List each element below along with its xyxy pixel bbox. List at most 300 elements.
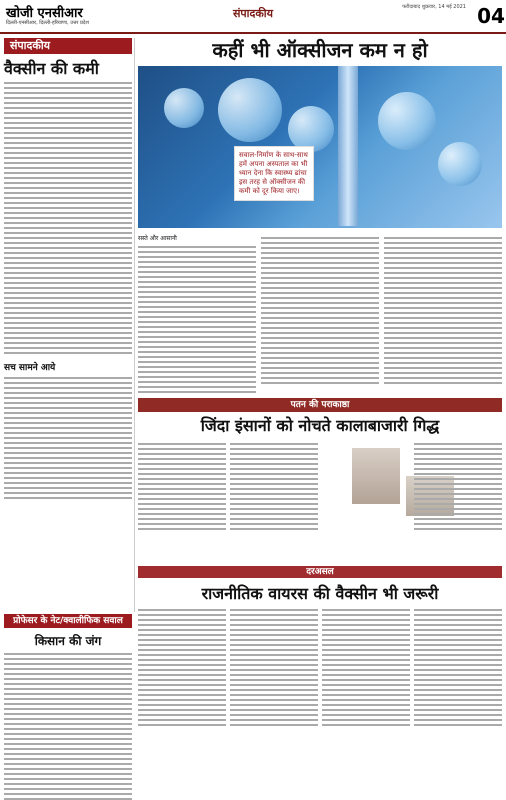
- text-line: [4, 277, 132, 279]
- text-line: [4, 773, 132, 775]
- text-line: [138, 724, 226, 726]
- text-line: [138, 629, 226, 631]
- text-line: [261, 377, 379, 379]
- text-line: [138, 261, 256, 263]
- text-line: [230, 463, 318, 465]
- text-line: [261, 277, 379, 279]
- text-line: [138, 659, 226, 661]
- text-line: [230, 654, 318, 656]
- text-line: [138, 321, 256, 323]
- text-line: [4, 347, 132, 349]
- text-line: [4, 117, 132, 119]
- text-line: [4, 748, 132, 750]
- text-line: [384, 267, 502, 269]
- text-line: [4, 172, 132, 174]
- text-line: [4, 222, 132, 224]
- text-line: [230, 619, 318, 621]
- text-line: [4, 713, 132, 715]
- text-line: [4, 187, 132, 189]
- text-line: [138, 714, 226, 716]
- text-line: [322, 724, 410, 726]
- text-line: [4, 322, 132, 324]
- text-line: [384, 377, 502, 379]
- text-line: [4, 462, 132, 464]
- text-line: [414, 498, 502, 500]
- text-line: [384, 277, 502, 279]
- text-line: [384, 322, 502, 324]
- text-line: [384, 287, 502, 289]
- text-line: [384, 367, 502, 369]
- text-line: [4, 387, 132, 389]
- text-line: [322, 644, 410, 646]
- page-header: [0, 0, 506, 34]
- text-line: [230, 634, 318, 636]
- text-line: [138, 316, 256, 318]
- text-line: [414, 684, 502, 686]
- text-line: [261, 362, 379, 364]
- text-line: [138, 276, 256, 278]
- text-line: [414, 639, 502, 641]
- text-line: [4, 102, 132, 104]
- mid-story-body: [138, 440, 502, 566]
- text-line: [322, 719, 410, 721]
- text-line: [261, 312, 379, 314]
- text-line: [138, 356, 256, 358]
- mid-col-1: [138, 440, 226, 566]
- text-line: [4, 87, 132, 89]
- text-line: [414, 614, 502, 616]
- text-line: [230, 518, 318, 520]
- text-line: [138, 523, 226, 525]
- text-line: [261, 287, 379, 289]
- text-line: [4, 107, 132, 109]
- text-line: [384, 347, 502, 349]
- text-line: [4, 297, 132, 299]
- text-line: [322, 654, 410, 656]
- text-line: [322, 659, 410, 661]
- text-line: [261, 357, 379, 359]
- text-line: [4, 472, 132, 474]
- text-line: [4, 763, 132, 765]
- text-line: [138, 488, 226, 490]
- text-line: [261, 347, 379, 349]
- text-line: [4, 793, 132, 795]
- text-line: [384, 352, 502, 354]
- text-line: [4, 287, 132, 289]
- text-line: [230, 644, 318, 646]
- text-line: [414, 513, 502, 515]
- text-line: [4, 412, 132, 414]
- text-line: [138, 508, 226, 510]
- edition-line: दिल्ली-एनसीआर, दिल्ली-हरियाणा, उत्तर प्रदेश: [6, 20, 89, 26]
- text-line: [4, 422, 132, 424]
- text-line: [261, 382, 379, 384]
- text-line: [261, 327, 379, 329]
- text-line: [138, 271, 256, 273]
- text-line: [384, 362, 502, 364]
- text-line: [4, 452, 132, 454]
- text-line: [230, 503, 318, 505]
- text-line: [384, 342, 502, 344]
- text-line: [414, 654, 502, 656]
- text-line: [4, 267, 132, 269]
- text-line: [261, 302, 379, 304]
- text-line: [4, 487, 132, 489]
- text-line: [322, 634, 410, 636]
- text-line: [4, 232, 132, 234]
- text-line: [384, 312, 502, 314]
- newspaper-logo: खोजी एनसीआर: [6, 6, 83, 21]
- oxygen-bubble: [164, 88, 204, 128]
- text-line: [4, 718, 132, 720]
- text-line: [138, 371, 256, 373]
- editorial-subhead: सच सामने आये: [4, 363, 56, 373]
- text-line: [414, 458, 502, 460]
- text-line: [4, 402, 132, 404]
- text-line: [4, 678, 132, 680]
- text-line: [230, 674, 318, 676]
- text-line: [138, 366, 256, 368]
- text-line: [138, 609, 226, 611]
- text-line: [322, 669, 410, 671]
- text-line: [261, 262, 379, 264]
- bottom-col-3: [322, 606, 410, 796]
- text-line: [138, 256, 256, 258]
- editorial-headline: वैक्सीन की कमी: [4, 59, 99, 78]
- text-line: [4, 788, 132, 790]
- text-line: [414, 699, 502, 701]
- text-line: [261, 337, 379, 339]
- text-line: [138, 669, 226, 671]
- text-line: [138, 381, 256, 383]
- text-line: [230, 483, 318, 485]
- text-line: [4, 477, 132, 479]
- pull-quote: सवाल-निर्माण के साथ-साथ हमें अपना अस्पताल का भी ध्यान देना कि स्वास्थ्य ढांचा इस तरह से ऑक्सीजन की कमी को दूर किया जाए।: [234, 146, 314, 201]
- mid-col-2: [230, 440, 318, 566]
- text-line: [322, 679, 410, 681]
- text-line: [4, 673, 132, 675]
- text-line: [230, 659, 318, 661]
- lead-headline: कहीं भी ऑक्सीजन कम न हो: [212, 38, 428, 62]
- text-line: [138, 493, 226, 495]
- text-line: [4, 688, 132, 690]
- text-line: [138, 619, 226, 621]
- text-line: [414, 674, 502, 676]
- text-line: [414, 664, 502, 666]
- text-line: [384, 317, 502, 319]
- text-line: [4, 197, 132, 199]
- text-line: [414, 659, 502, 661]
- text-line: [261, 332, 379, 334]
- text-line: [4, 658, 132, 660]
- text-line: [414, 518, 502, 520]
- text-line: [4, 282, 132, 284]
- text-line: [230, 639, 318, 641]
- text-line: [4, 292, 132, 294]
- mid-col-3: [414, 440, 502, 566]
- text-line: [322, 609, 410, 611]
- text-line: [4, 457, 132, 459]
- text-line: [138, 458, 226, 460]
- text-line: [138, 518, 226, 520]
- text-line: [4, 192, 132, 194]
- text-line: [138, 361, 256, 363]
- text-line: [4, 723, 132, 725]
- text-line: [384, 357, 502, 359]
- text-line: [322, 649, 410, 651]
- text-line: [261, 237, 379, 239]
- text-line: [230, 493, 318, 495]
- text-line: [261, 267, 379, 269]
- text-line: [4, 217, 132, 219]
- person-photo: [352, 448, 400, 504]
- text-line: [4, 152, 132, 154]
- text-line: [230, 719, 318, 721]
- text-line: [230, 669, 318, 671]
- oxygen-cylinders-photo: [138, 66, 502, 228]
- text-line: [4, 743, 132, 745]
- text-line: [414, 714, 502, 716]
- text-line: [261, 307, 379, 309]
- text-line: [414, 609, 502, 611]
- text-line: [4, 247, 132, 249]
- text-line: [384, 327, 502, 329]
- text-line: [230, 614, 318, 616]
- text-line: [384, 292, 502, 294]
- text-line: [384, 242, 502, 244]
- text-line: [322, 629, 410, 631]
- text-line: [138, 498, 226, 500]
- text-line: [230, 624, 318, 626]
- text-line: [4, 377, 132, 379]
- text-line: [138, 391, 256, 393]
- text-line: [4, 317, 132, 319]
- text-line: [414, 694, 502, 696]
- text-line: [4, 92, 132, 94]
- text-line: [138, 503, 226, 505]
- text-line: [138, 443, 226, 445]
- text-line: [4, 127, 132, 129]
- text-line: [384, 307, 502, 309]
- text-line: [230, 709, 318, 711]
- text-line: [384, 262, 502, 264]
- text-line: [4, 392, 132, 394]
- text-line: [230, 714, 318, 716]
- text-line: [4, 122, 132, 124]
- text-line: [138, 386, 256, 388]
- text-line: [230, 488, 318, 490]
- text-line: [4, 753, 132, 755]
- text-line: [4, 162, 132, 164]
- text-line: [322, 714, 410, 716]
- text-line: [230, 448, 318, 450]
- text-line: [384, 332, 502, 334]
- text-line: [384, 247, 502, 249]
- text-line: [4, 432, 132, 434]
- text-line: [322, 664, 410, 666]
- text-line: [138, 639, 226, 641]
- lead-story: [138, 38, 502, 398]
- text-line: [4, 257, 132, 259]
- text-line: [4, 327, 132, 329]
- text-line: [138, 306, 256, 308]
- text-line: [384, 372, 502, 374]
- bottom-col-1: [138, 606, 226, 796]
- lead-col-1: [138, 234, 256, 394]
- issue-date: फरीदाबाद शुक्रवार, 14 मई 2021: [402, 4, 466, 10]
- text-line: [4, 708, 132, 710]
- text-line: [138, 251, 256, 253]
- mid-band: पतन की पराकाष्ठा: [138, 398, 502, 412]
- text-line: [230, 664, 318, 666]
- text-line: [384, 237, 502, 239]
- text-line: [4, 442, 132, 444]
- text-line: [138, 468, 226, 470]
- text-line: [138, 326, 256, 328]
- bottom-col-2: [230, 606, 318, 796]
- text-line: [261, 367, 379, 369]
- text-line: [4, 202, 132, 204]
- bottom-band: दरअसल: [138, 566, 502, 578]
- text-line: [138, 296, 256, 298]
- text-line: [4, 147, 132, 149]
- text-line: [4, 447, 132, 449]
- text-line: [261, 322, 379, 324]
- text-line: [414, 634, 502, 636]
- text-line: [322, 694, 410, 696]
- text-line: [138, 281, 256, 283]
- text-line: [138, 679, 226, 681]
- text-line: [138, 331, 256, 333]
- text-line: [261, 342, 379, 344]
- text-line: [230, 694, 318, 696]
- text-line: [230, 453, 318, 455]
- text-line: [4, 668, 132, 670]
- bottom-story-body: [138, 606, 502, 796]
- text-line: [138, 483, 226, 485]
- text-line: [230, 443, 318, 445]
- text-line: [230, 528, 318, 530]
- text-line: [138, 341, 256, 343]
- text-line: [414, 724, 502, 726]
- lead-col-3: [384, 234, 502, 394]
- text-line: [4, 167, 132, 169]
- text-line: [414, 493, 502, 495]
- text-line: [138, 311, 256, 313]
- text-line: [384, 257, 502, 259]
- text-line: [414, 443, 502, 445]
- text-line: [414, 478, 502, 480]
- text-line: [4, 112, 132, 114]
- text-line: [230, 699, 318, 701]
- text-line: [414, 528, 502, 530]
- text-line: [414, 624, 502, 626]
- text-line: [230, 508, 318, 510]
- text-line: [414, 483, 502, 485]
- page-number: 04: [476, 0, 506, 32]
- text-line: [4, 407, 132, 409]
- text-line: [4, 242, 132, 244]
- text-line: [261, 257, 379, 259]
- text-line: [4, 683, 132, 685]
- text-line: [4, 663, 132, 665]
- text-line: [138, 634, 226, 636]
- text-line: [4, 693, 132, 695]
- text-line: [138, 528, 226, 530]
- text-line: [4, 332, 132, 334]
- text-line: [414, 649, 502, 651]
- text-line: [138, 473, 226, 475]
- text-line: [414, 503, 502, 505]
- text-line: [4, 212, 132, 214]
- text-line: [4, 437, 132, 439]
- text-line: [138, 699, 226, 701]
- text-line: [138, 644, 226, 646]
- text-line: [230, 609, 318, 611]
- text-line: [138, 453, 226, 455]
- text-line: [4, 467, 132, 469]
- text-line: [261, 242, 379, 244]
- text-line: [4, 427, 132, 429]
- text-line: [4, 237, 132, 239]
- text-line: [414, 619, 502, 621]
- text-line: [138, 246, 256, 248]
- text-line: [322, 709, 410, 711]
- text-line: [414, 473, 502, 475]
- lead-story-body: [138, 234, 502, 394]
- text-line: [4, 703, 132, 705]
- oxygen-bubble: [218, 78, 282, 142]
- text-line: [4, 417, 132, 419]
- text-line: [138, 448, 226, 450]
- text-line: [261, 297, 379, 299]
- text-line: [414, 488, 502, 490]
- text-line: [230, 629, 318, 631]
- text-line: [138, 301, 256, 303]
- text-line: [414, 629, 502, 631]
- text-line: [4, 492, 132, 494]
- text-line: [414, 704, 502, 706]
- text-line: [322, 674, 410, 676]
- text-line: [4, 482, 132, 484]
- text-line: [4, 758, 132, 760]
- text-line: [138, 704, 226, 706]
- text-line: [414, 669, 502, 671]
- text-line: [230, 458, 318, 460]
- text-line: [4, 768, 132, 770]
- text-line: [138, 694, 226, 696]
- text-line: [4, 132, 132, 134]
- text-line: [4, 698, 132, 700]
- text-line: [322, 689, 410, 691]
- text-line: [138, 291, 256, 293]
- editorial-column: [4, 38, 132, 612]
- text-line: [138, 689, 226, 691]
- text-line: [4, 182, 132, 184]
- left-bottom-story: [4, 614, 132, 794]
- text-line: [414, 644, 502, 646]
- text-line: [4, 307, 132, 309]
- text-line: [230, 478, 318, 480]
- text-line: [4, 82, 132, 84]
- text-line: [261, 252, 379, 254]
- byline: सस्ते और आसानी: [138, 235, 177, 242]
- text-line: [322, 704, 410, 706]
- mid-headline: जिंदा इंसानों को नोचते कालाबाजारी गिद्ध: [200, 416, 440, 435]
- lead-col-2: [261, 234, 379, 394]
- text-line: [138, 351, 256, 353]
- text-line: [4, 653, 132, 655]
